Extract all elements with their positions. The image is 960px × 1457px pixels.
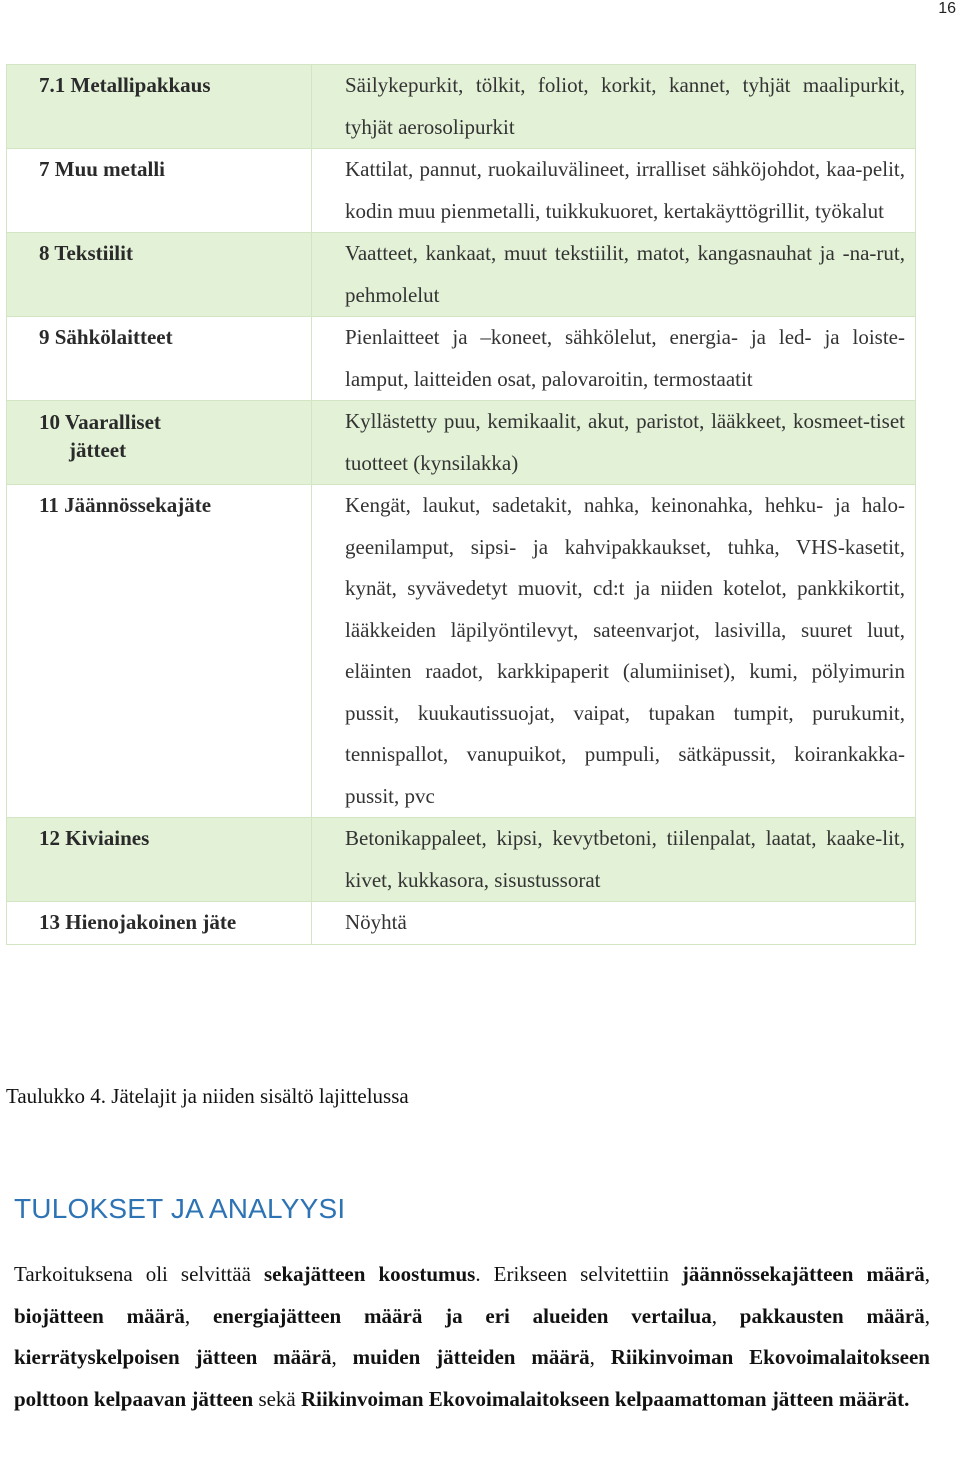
text-run: , [924,1262,931,1286]
bold-run: kierrätyskelpoisen jätteen määrä [14,1345,332,1369]
table-row [7,401,916,485]
page-number: 16 [938,0,956,17]
text-run: , [711,1303,740,1328]
category-line-1: 10 Vaaralliset [39,410,161,434]
bold-run: Riikinvoiman Ekovoimalaitokseen polttoon kelpaavan jätteen [14,1345,930,1411]
table-caption: Taulukko 4. Jätelajit ja niiden sisältö lajittelussa [6,1084,409,1108]
bold-run: biojätteen määrä [14,1303,185,1328]
items-cell: Kattilat, pannut, ruokailuvälineet, irralliset sähköjohdot, kaa-pelit, kodin muu pienmetalli, tuikkukuoret, kertakäyttögrillit, työkalut [312,149,916,233]
text-run: . Erikseen selvitettiin [475,1262,682,1286]
bold-run: Riikinvoiman Ekovoimalaitokseen kelpaamattoman jätteen määrät. [301,1386,910,1411]
category-cell: 11 Jäännössekajäte [7,485,312,818]
category-cell: 8 Tekstiilit [7,233,312,317]
bold-run: pakkausten määrä [739,1303,925,1328]
category-cell: 7.1 Metallipakkaus [7,65,312,149]
items-cell: Pienlaitteet ja –koneet, sähkölelut, energia- ja led- ja loiste-lamput, laitteiden osat, palovaroitin, termostaatit [312,317,916,401]
bold-run: energiajätteen määrä ja eri alueiden vertailua [212,1303,712,1328]
table-row [7,233,916,317]
category-cell: 13 Hienojakoinen jäte [7,902,312,945]
table-row [7,485,916,818]
body-paragraph [14,1254,930,1420]
text-run: , [589,1345,611,1369]
category-cell: 12 Kiviaines [7,818,312,902]
table-row [7,149,916,233]
items-cell: Säilykepurkit, tölkit, foliot, korkit, kannet, tyhjät maalipurkit, tyhjät aerosolipurkit [312,65,916,149]
items-cell: Betonikappaleet, kipsi, kevytbetoni, tiilenpalat, laatat, kaake-lit, kivet, kukkasora, sisustussorat [312,818,916,902]
text-run: sekä [253,1386,302,1411]
category-cell: 7 Muu metalli [7,149,312,233]
text-run: Tarkoituksena oli selvittää [14,1262,264,1286]
bold-run: sekajätteen koostumus [263,1262,476,1286]
items-cell: Vaatteet, kankaat, muut tekstiilit, matot, kangasnauhat ja -na-rut, pehmolelut [312,233,916,317]
table-row [7,65,916,149]
table-row [7,818,916,902]
waste-category-table [6,64,916,945]
items-cell: Kengät, laukut, sadetakit, nahka, keinonahka, hehku- ja halo-geenilamput, sipsi- ja kahvipakkaukset, tuhka, VHS-kasetit, kynät, syvävedetyt muovit, cd:t ja niiden kotelot, pankkikortit, lääkkeiden läpilyöntilevyt, sateenvarjot, lasivilla, suuret luut, eläinten raadot, karkkipaperit (alumiiniset), kumi, pölyimurin pussit, kuukautissuojat, vaipat, tupakan tumpit, purukumit, tennispallot, vanupuikot, pumpuli, sätkäpussit, koirankakka-pussit, pvc [312,485,916,818]
items-cell: Kyllästetty puu, kemikaalit, akut, paristot, lääkkeet, kosmeet-tiset tuotteet (kynsilakka) [312,401,916,485]
text-run: , [331,1345,353,1369]
table-row [7,317,916,401]
bold-run: muiden jätteiden määrä [352,1345,590,1369]
text-run: , [924,1303,931,1328]
category-cell [7,401,312,485]
text-run: , [184,1303,213,1328]
section-heading: TULOKSET JA ANALYYSI [14,1193,346,1224]
items-cell: Nöyhtä [312,902,916,945]
category-cell: 9 Sähkölaitteet [7,317,312,401]
bold-run: jäännössekajätteen määrä [681,1262,925,1286]
table-row [7,902,916,945]
category-line-2: jätteet [69,438,127,462]
